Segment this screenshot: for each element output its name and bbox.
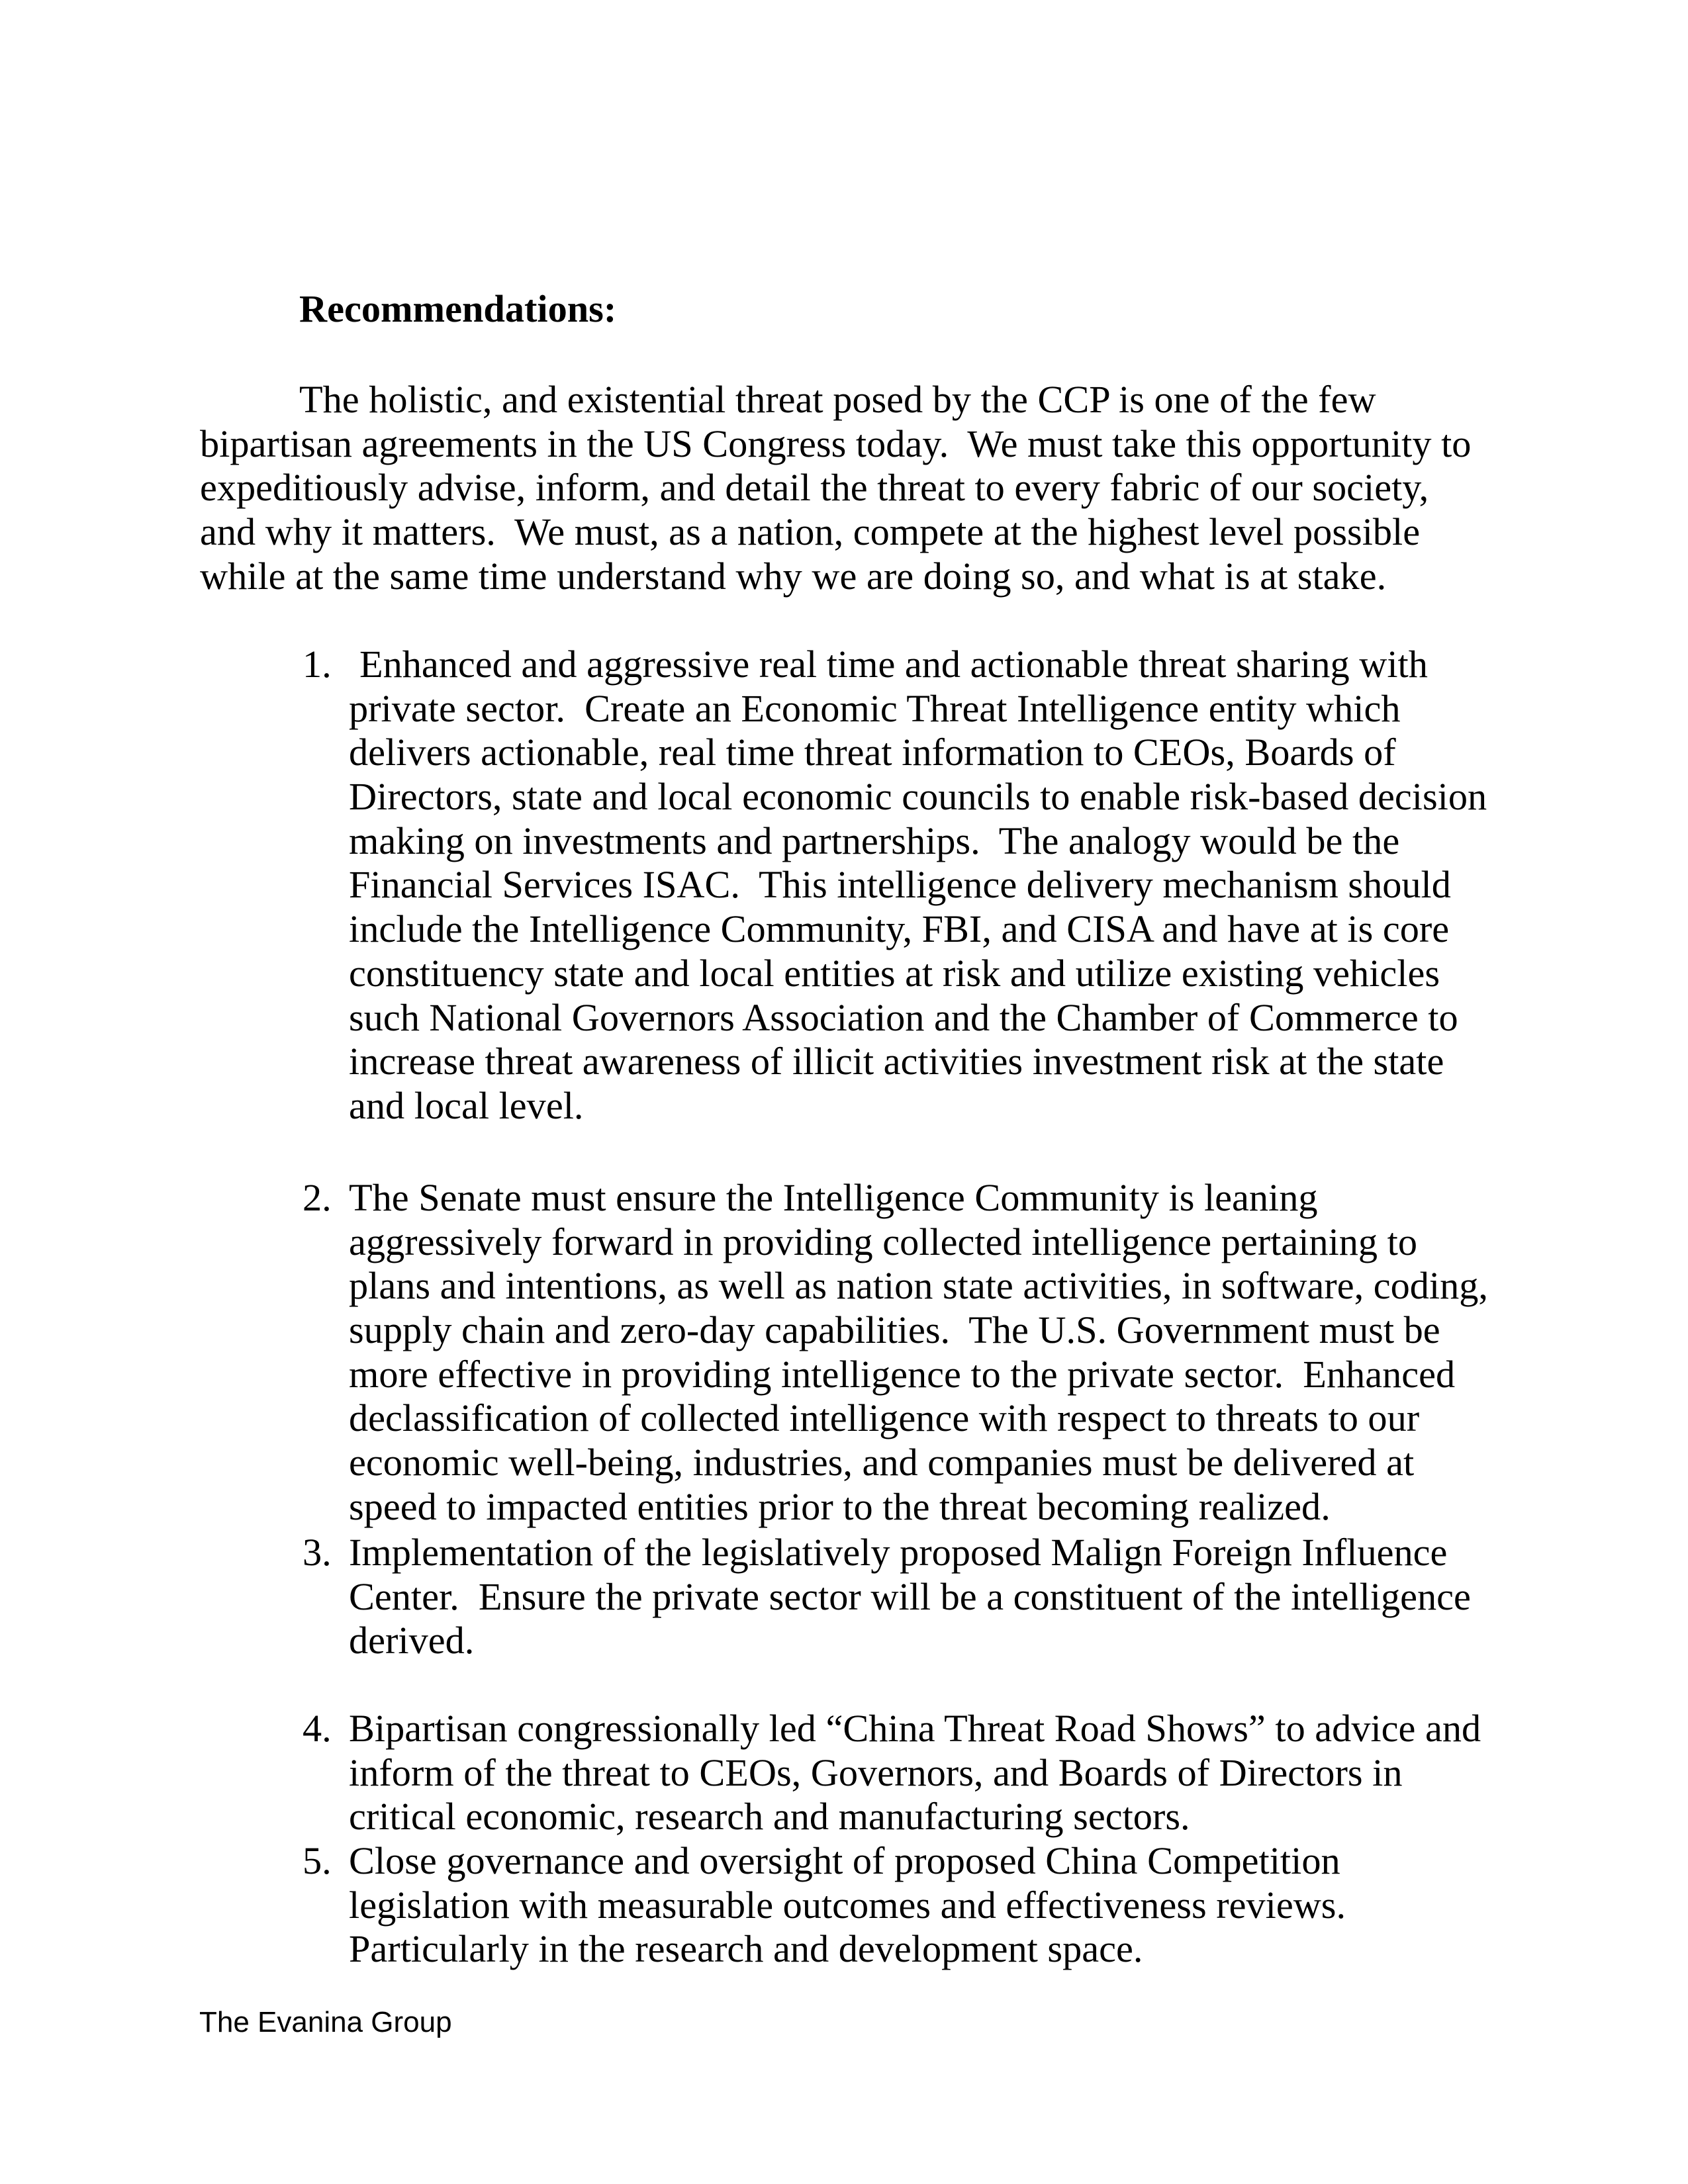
- intro-line: while at the same time understand why we are doing so, and what is at stake.: [200, 554, 1387, 598]
- recommendation-line: Bipartisan congressionally led “China Threat Road Shows” to advice and: [349, 1707, 1481, 1750]
- list-number: 3.: [303, 1531, 332, 1574]
- recommendation-line: declassification of collected intelligence with respect to threats to our: [349, 1396, 1420, 1440]
- recommendation-line: Close governance and oversight of proposed China Competition: [349, 1839, 1340, 1882]
- recommendation-line: Implementation of the legislatively proposed Malign Foreign Influence: [349, 1531, 1448, 1574]
- recommendation-line: aggressively forward in providing collected intelligence pertaining to: [349, 1220, 1417, 1263]
- recommendation-text: [349, 1707, 1540, 1839]
- recommendation-line: more effective in providing intelligence to the private sector. Enhanced: [349, 1352, 1456, 1396]
- recommendation-line: Particularly in the research and development space.: [349, 1927, 1143, 1971]
- recommendation-line: speed to impacted entities prior to the threat becoming realized.: [349, 1484, 1331, 1528]
- recommendation-line: plans and intentions, as well as nation state activities, in software, coding,: [349, 1264, 1488, 1308]
- recommendation-text: [349, 1176, 1540, 1529]
- recommendation-line: inform of the threat to CEOs, Governors, and Boards of Directors in: [349, 1751, 1403, 1794]
- recommendation-line: and local level.: [349, 1083, 584, 1127]
- recommendation-text: [349, 1839, 1540, 1972]
- recommendation-line: such National Governors Association and the Chamber of Commerce to: [349, 995, 1458, 1039]
- recommendation-line: economic well-being, industries, and companies must be delivered at: [349, 1441, 1415, 1484]
- list-number: 4.: [303, 1707, 332, 1750]
- list-number: 5.: [303, 1839, 332, 1882]
- intro-line: and why it matters. We must, as a nation, compete at the highest level possible: [200, 510, 1421, 554]
- recommendation-line: Directors, state and local economic councils to enable risk-based decision: [349, 775, 1487, 819]
- intro-line: The holistic, and existential threat posed by the CCP is one of the few: [299, 378, 1376, 421]
- recommendation-line: supply chain and zero-day capabilities. The U.S. Government must be: [349, 1308, 1440, 1352]
- section-heading: Recommendations:: [299, 287, 617, 330]
- list-number: 2.: [303, 1176, 332, 1219]
- recommendation-line: The Senate must ensure the Intelligence Community is leaning: [349, 1176, 1318, 1219]
- recommendation-line: include the Intelligence Community, FBI, and CISA and have at is core: [349, 907, 1450, 951]
- recommendation-line: Financial Services ISAC. This intelligence delivery mechanism should: [349, 863, 1451, 907]
- recommendation-line: private sector. Create an Economic Threat Intelligence entity which: [349, 686, 1401, 730]
- recommendation-line: delivers actionable, real time threat information to CEOs, Boards of: [349, 731, 1396, 774]
- recommendation-text: [349, 1531, 1540, 1663]
- recommendation-text: [349, 643, 1540, 1128]
- recommendation-line: derived.: [349, 1619, 475, 1662]
- intro-line: bipartisan agreements in the US Congress today. We must take this opportunity to: [200, 422, 1472, 465]
- recommendation-line: Enhanced and aggressive real time and actionable threat sharing with: [359, 643, 1428, 686]
- page-footer: The Evanina Group: [199, 2006, 452, 2038]
- intro-line: expeditiously advise, inform, and detail the threat to every fabric of our society,: [200, 466, 1429, 510]
- recommendation-line: legislation with measurable outcomes and effectiveness reviews.: [349, 1883, 1346, 1927]
- recommendation-line: Center. Ensure the private sector will be a constituent of the intelligence: [349, 1574, 1471, 1618]
- intro-paragraph: [200, 378, 1524, 598]
- list-number: 1.: [303, 643, 332, 686]
- recommendation-line: constituency state and local entities at risk and utilize existing vehicles: [349, 951, 1440, 995]
- recommendation-line: critical economic, research and manufacturing sectors.: [349, 1795, 1190, 1839]
- recommendation-line: increase threat awareness of illicit activities investment risk at the state: [349, 1040, 1444, 1083]
- recommendation-line: making on investments and partnerships. The analogy would be the: [349, 819, 1400, 862]
